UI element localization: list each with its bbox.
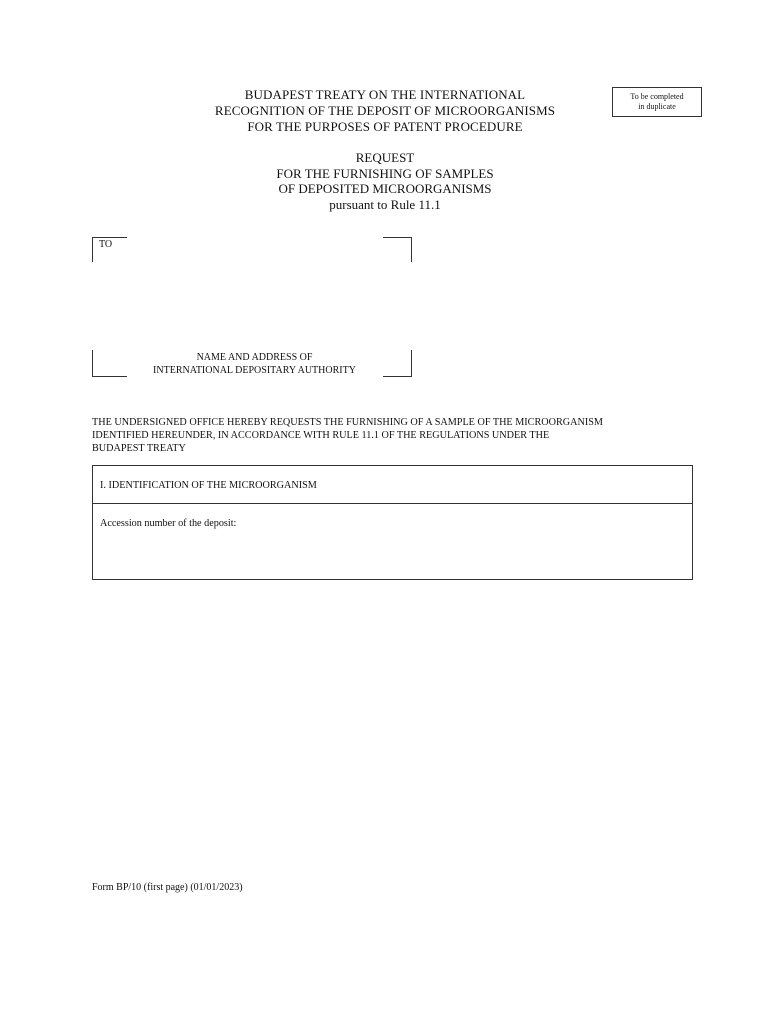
request-title-line: OF DEPOSITED MICROORGANISMS: [278, 181, 492, 196]
identification-section: [92, 465, 693, 580]
treaty-title: [190, 87, 580, 135]
form-reference: Form BP/10 (first page) (01/01/2023): [92, 882, 243, 893]
treaty-title-line: BUDAPEST TREATY ON THE INTERNATIONAL: [244, 87, 526, 102]
statement-line: IDENTIFIED HEREUNDER, IN ACCORDANCE WITH RULE 11.1 OF THE REGULATIONS UNDER THE: [92, 430, 550, 441]
statement-line: THE UNDERSIGNED OFFICE HEREBY REQUESTS THE FURNISHING OF A SAMPLE OF THE MICROORGANISM: [92, 417, 603, 428]
duplicate-note-line: in duplicate: [638, 102, 676, 111]
statement-line: BUDAPEST TREATY: [92, 443, 186, 454]
duplicate-note-box: [612, 87, 702, 117]
address-caption-line: INTERNATIONAL DEPOSITARY AUTHORITY: [153, 365, 356, 376]
identification-section-body: [93, 504, 692, 553]
duplicate-note-line: To be completed: [630, 92, 684, 101]
treaty-title-line: FOR THE PURPOSES OF PATENT PROCEDURE: [247, 119, 523, 134]
address-box[interactable]: [92, 237, 412, 377]
address-caption: [122, 351, 387, 377]
accession-number-label: Accession number of the deposit:: [100, 518, 237, 529]
request-statement: [92, 416, 692, 455]
corner-mark-top-right: [383, 237, 412, 262]
to-label: TO: [99, 239, 113, 250]
identification-section-title: I. IDENTIFICATION OF THE MICROORGANISM: [93, 466, 692, 504]
request-title-line: pursuant to Rule 11.1: [329, 196, 441, 212]
request-title-line: REQUEST: [355, 150, 415, 165]
address-caption-line: NAME AND ADDRESS OF: [196, 352, 313, 363]
request-title: [190, 150, 580, 212]
treaty-title-line: RECOGNITION OF THE DEPOSIT OF MICROORGANISMS: [214, 103, 556, 118]
accession-number-field[interactable]: [100, 533, 680, 553]
corner-mark-bottom-right: [383, 350, 412, 377]
request-title-line: FOR THE FURNISHING OF SAMPLES: [276, 165, 494, 181]
